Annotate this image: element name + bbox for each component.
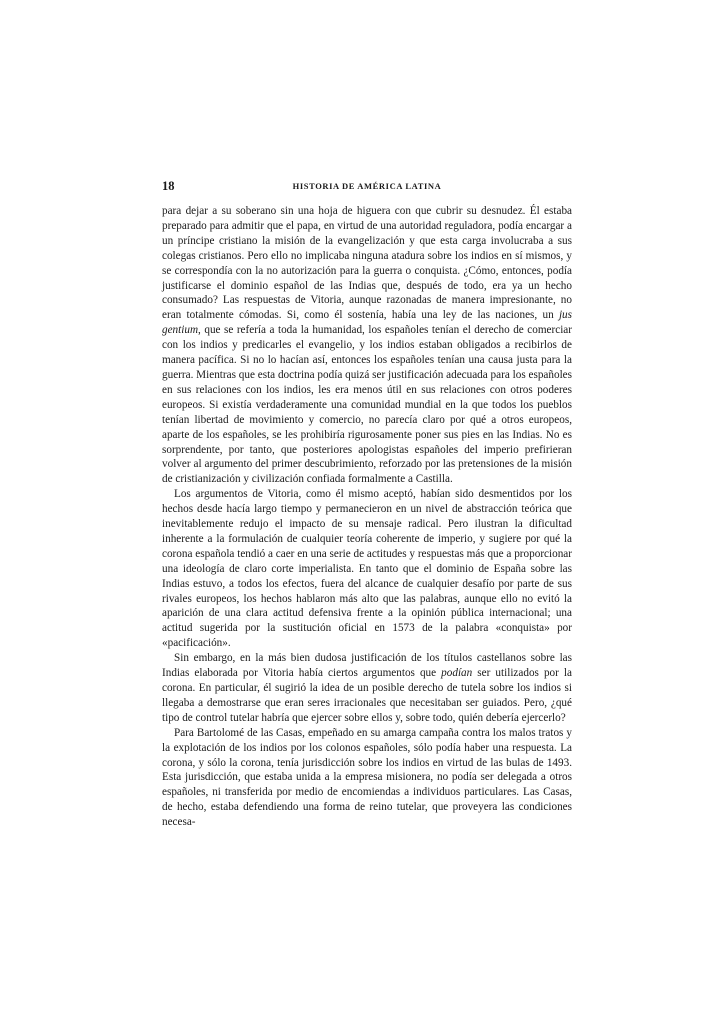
paragraph-1 bbox=[162, 204, 572, 487]
text-segment: ser utilizados por la corona. En particular, él sugirió la idea de un posible derecho de tutela sobre los indios si llegaba a demostrarse que eran seres irracionales que necesitaban ser guiados. Pero, ¿qué tipo de control tutelar habría que ejercer sobre ellos y, sobre todo, quién debería ejercerlo? bbox=[162, 667, 572, 724]
paragraph-4 bbox=[162, 726, 572, 830]
running-head bbox=[162, 179, 572, 195]
text-segment: para dejar a su soberano sin una hoja de higuera con que cubrir su desnudez. Él estaba preparado para admitir que el papa, en virtud de una autoridad reguladora, podía encargar a un príncipe cristiano la misión de la evangelización y que esta carga involucraba a sus colegas cristianos. Pero ello no implicaba ninguna atadura sobre los indios en sí mismos, y se correspondía con la no autorización para la guerra o conquista. ¿Cómo, entonces, podía justificarse el dominio español de las Indias que, después de todo, era ya un hecho consumado? Las respuestas de Vitoria, aunque razonadas de manera impresionante, no eran totalmente cómodas. Si, como él sostenía, había una ley de las naciones, un bbox=[162, 205, 572, 322]
paragraph-3 bbox=[162, 651, 572, 726]
text-segment: Sin embargo, en la más bien dudosa justificación de los títulos castellanos sobre las Indias elaborada por Vitoria había ciertos argumentos que bbox=[162, 652, 572, 680]
page-number: 18 bbox=[162, 179, 175, 193]
paragraph-2 bbox=[162, 487, 572, 651]
italic-term-jus-gentium: jus gentium bbox=[162, 309, 572, 337]
running-title: HISTORIA DE AMÉRICA LATINA bbox=[292, 181, 442, 191]
text-segment: Para Bartolomé de las Casas, empeñado en su amarga campaña contra los malos tratos y la explotación de los indios por los colonos españoles, sólo podía haber una respuesta. La corona, y sólo la corona, tenía jurisdicción sobre los indios en virtud de las bulas de 1493. Esta jurisdicción, que estaba unida a la empresa misionera, no podía ser delegada a otros españoles, ni transferida por medio de encomiendas a individuos particulares. Las Casas, de hecho, estaba defendiendo una forma de reino tutelar, que proveyera las condiciones necesa- bbox=[162, 726, 572, 829]
text-segment: Los argumentos de Vitoria, como él mismo aceptó, habían sido desmentidos por los hechos desde hacía largo tiempo y permanecieron en un nivel de abstracción teórica que inevitablemente redujo el impacto de su mensaje radical. Pero ilustran la dificultad inherente a la formulación de cualquier teoría coherente de imperio, y sugiere por qué la corona española tendió a caer en una serie de actitudes y respuestas más que a proporcionar una ideología de claro corte imperialista. En tanto que el dominio de España sobre las Indias estuvo, a todos los efectos, fuera del alcance de cualquier desafío por parte de sus rivales europeos, los hechos hablaron más alto que las palabras, aunque ello no evitó la aparición de una clara actitud defensiva frente a la opinión pública internacional; una actitud sugerida por la sustitución oficial en 1573 de la palabra «conquista» por «pacificación». bbox=[162, 488, 572, 650]
italic-word-podian: podían bbox=[441, 667, 473, 680]
text-segment: , que se refería a toda la humanidad, los españoles tenían el derecho de comerciar con los indios y predicarles el evangelio, y los indios estaban obligados a recibirlos de manera pacífica. Si no lo hacían así, entonces los españoles tenían una causa justa para la guerra. Mientras que esta doctrina podía quizá ser justificación adecuada para los españoles en sus relaciones con los indios, les era menos útil en sus relaciones con otros poderes europeos. Si existía verdaderamente una comunidad mundial en la que todos los pueblos tenían libertad de movimiento y comercio, no parecía claro por qué a otros europeos, aparte de los españoles, se les prohibiría rigurosamente poner sus pies en las Indias. No es sorprendente, por tanto, que posteriores apologistas españoles del imperio prefirieran volver al argumento del primer descubrimiento, reforzado por las pretensiones de la misión de cristianización y civilización confiada formalmente a Castilla. bbox=[162, 324, 572, 486]
body-text bbox=[162, 204, 572, 830]
